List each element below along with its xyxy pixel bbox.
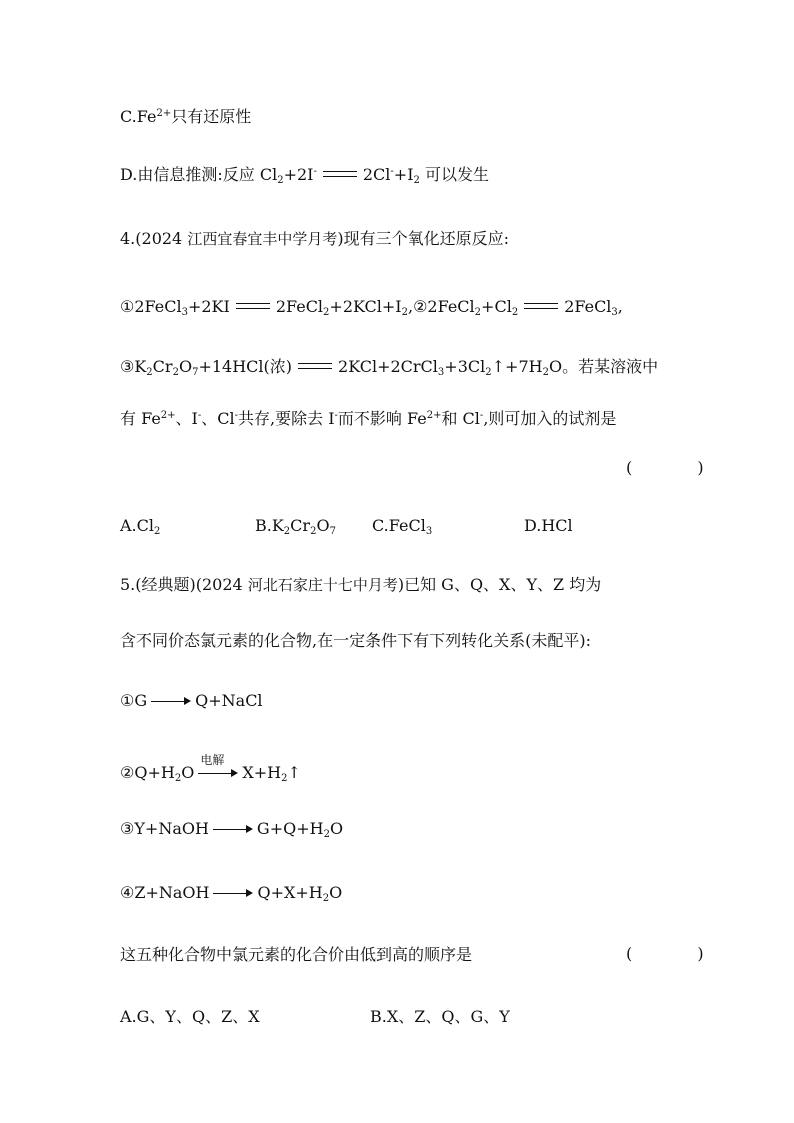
electrolysis-condition: 电解	[200, 752, 225, 767]
q4-option-a[interactable]: $A.Cl_2$	[120, 516, 161, 537]
arrow-icon	[213, 889, 253, 899]
q5-reaction-3: ③Y+NaOH $G+Q+H_2O$	[120, 819, 344, 840]
q4-answer-blank[interactable]: ( )	[626, 458, 734, 477]
equals-sign	[323, 171, 357, 177]
q4-reaction-3: $③K_2Cr_2O_7+14HCl$(浓) $2KCl+2CrCl_3+3Cl_2↑+7H_2O$。若某溶液中	[120, 357, 659, 378]
arrow-icon	[198, 752, 238, 779]
q3-option-d: D.由信息推测:反应 $Cl_2+2I^-$ $2Cl^-+I_2$ 可以发生	[120, 165, 489, 186]
q5-option-b[interactable]: B.X、Z、Q、G、Y	[370, 1007, 510, 1026]
equals-sign	[236, 303, 270, 309]
q5-reaction-2: $②Q+H_2O$ 电解 $X+H_2↑$	[120, 762, 301, 784]
q3-option-c: $C.Fe^{2+}$只有还原性	[120, 107, 252, 126]
q5-option-a[interactable]: A.G、Y、Q、Z、X	[120, 1007, 260, 1026]
q4-question: 有 $Fe^{2+}$、I-、Cl-共存,要除去 I-而不影响 $Fe^{2+}$和 Cl-,则可加入的试剂是	[120, 409, 617, 428]
q5-stem-line-2: 含不同价态氯元素的化合物,在一定条件下有下列转化关系(未配平):	[120, 631, 591, 650]
arrow-icon	[151, 697, 191, 707]
arrow-icon	[213, 825, 253, 835]
q4-reactions-1-2: ①2FeCl$_3$+2KI $2FeCl_2+2KCl+I_2,②2FeCl_2+Cl_2$ 2FeCl$_3$,	[120, 297, 623, 318]
q5-stem-line-1: 5.(经典题)(2024 河北石家庄十七中月考)已知 G、Q、X、Y、Z 均为	[120, 575, 602, 594]
q5-reaction-4: ④Z+NaOH $Q+X+H_2O$	[120, 883, 343, 904]
q5-question: 这五种化合物中氯元素的化合价由低到高的顺序是	[120, 945, 473, 964]
equals-sign	[298, 363, 332, 369]
q5-answer-blank[interactable]: ( )	[626, 944, 734, 963]
equals-sign	[524, 303, 558, 309]
q4-option-b[interactable]: $B.K_2Cr_2O_7$	[255, 516, 336, 537]
q4-option-d[interactable]: D.HCl	[524, 516, 573, 535]
q5-reaction-1: ①G Q+NaCl	[120, 691, 263, 710]
q4-option-c[interactable]: C.FeCl$_3$	[372, 516, 433, 537]
q4-stem: 4.(2024 江西宜春宜丰中学月考)现有三个氧化还原反应:	[120, 229, 509, 248]
